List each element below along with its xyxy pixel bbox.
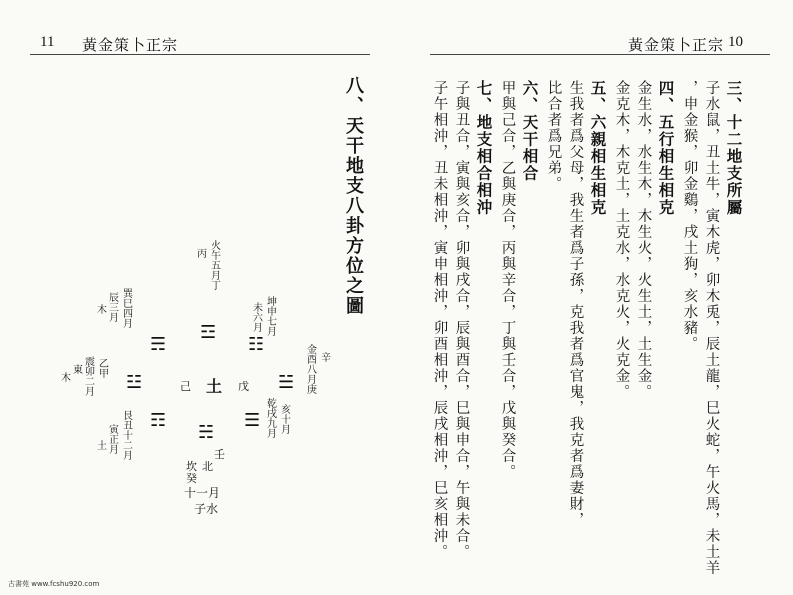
- diagram-north: 壬: [214, 448, 225, 461]
- trigram-kun-icon: ☷: [248, 334, 265, 355]
- right-page-number: 10: [728, 34, 743, 50]
- heading-branch-combination: 七、地支相合相沖: [474, 80, 494, 216]
- right-header-rule: [430, 54, 770, 55]
- diagram-southwest-extra: 辰三月: [106, 292, 118, 322]
- text-column: 子與丑合，寅與亥合，卯與戌合，辰與酉合，巳與申合，午與未合。: [453, 80, 470, 560]
- text-column: 比合者爲兄弟。: [545, 80, 562, 192]
- text-column: 子水鼠，丑土牛，寅木虎，卯木兎，辰土龍，巳火蛇，午火馬，未土羊: [703, 80, 720, 576]
- heading-five-elements: 四、五行相生相克: [656, 80, 676, 216]
- diagram-west: 震卯二月: [82, 356, 94, 396]
- trigram-gen-icon: ☶: [150, 410, 167, 431]
- diagram-west-extra3: 木: [58, 372, 70, 382]
- trigram-kan-icon: ☵: [198, 422, 215, 443]
- diagram-north4: 癸: [186, 472, 197, 485]
- watermark-footer: 古書苑 www.fcshu920.com: [8, 580, 100, 588]
- diagram-center-right: 戊: [238, 380, 249, 393]
- diagram-north6: 子水: [194, 502, 219, 516]
- left-page-number: 11: [40, 34, 55, 50]
- diagram-northwest-extra2: 土: [94, 440, 106, 450]
- trigram-dui-icon: ☱: [278, 372, 295, 393]
- diagram-west-extra: 乙甲: [96, 358, 108, 378]
- diagram-north3: 北: [202, 460, 213, 473]
- right-page-header: 黃金策卜正宗: [628, 36, 725, 54]
- heading-stem-combination: 六、天干相合: [520, 80, 540, 182]
- diagram-south: 火午五月丁: [208, 240, 220, 290]
- left-header-rule: [30, 54, 370, 55]
- text-column: 金生水，水生木，木生火，火生土，土生金。: [635, 80, 652, 400]
- diagram-north5: 十一月: [184, 486, 221, 500]
- text-column: 甲與己合，乙與庚合，丙與辛合，丁與壬合，戊與癸合。: [499, 80, 516, 480]
- text-column: 子午相沖，丑未相沖，寅申相沖，卯酉相沖，辰戌相沖，巳亥相沖。: [431, 80, 448, 560]
- trigram-li-icon: ☲: [200, 322, 217, 343]
- diagram-northwest-extra: 寅正月: [106, 424, 118, 454]
- text-column: 生我者爲父母，我生者爲子孫，克我者爲官鬼，我克者爲妻財，: [567, 80, 584, 528]
- diagram-center: 土: [206, 377, 223, 396]
- diagram-west-extra2: 東: [70, 364, 82, 374]
- heading-earthly-branches: 三、十二地支所屬: [724, 80, 744, 216]
- diagram-south-extra: 丙: [194, 248, 206, 258]
- diagram-southwest: 巽巳四月: [120, 288, 132, 328]
- diagram-northeast: 乾戌九月: [264, 398, 276, 438]
- trigram-qian-icon: ☰: [244, 410, 261, 431]
- section-title: 八、天干地支八卦方位之圖: [343, 76, 364, 316]
- trigram-zhen-icon: ☳: [126, 372, 143, 393]
- bagua-diagram: [58, 240, 340, 540]
- diagram-east-right: 金酉八月庚: [304, 344, 316, 394]
- trigram-xun-icon: ☴: [150, 334, 167, 355]
- diagram-north2: 坎: [186, 460, 197, 473]
- diagram-southeast: 坤申七月: [264, 296, 276, 336]
- diagram-northwest: 艮丑十二月: [120, 410, 132, 460]
- diagram-east-right2: 辛: [318, 352, 330, 362]
- diagram-southwest-extra2: 木: [94, 304, 106, 314]
- text-column: ，申金猴，卯金鷄，戌土狗，亥水豬。: [681, 80, 698, 352]
- diagram-northeast-extra: 亥十月: [278, 404, 290, 434]
- text-column: 金克木，木克土，土克水，水克火，火克金。: [613, 80, 630, 400]
- heading-six-relations: 五、六親相生相克: [588, 80, 608, 216]
- diagram-center-left: 己: [180, 380, 191, 393]
- diagram-southeast-extra: 未六月: [250, 302, 262, 332]
- left-page-header: 黃金策卜正宗: [82, 36, 179, 54]
